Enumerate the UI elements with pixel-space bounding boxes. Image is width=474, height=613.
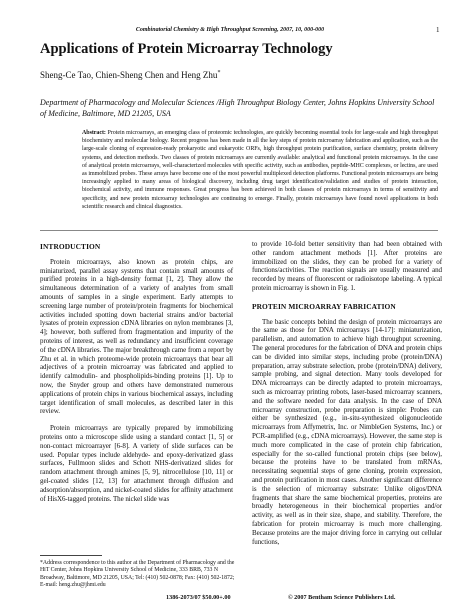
correspondence-footnote: *Address correspondence to this author at the Department of Pharmacology and the HiT Center, Johns Hopkins University School of Medicine, 333 BRB, 733 N Broadway, Baltimore, MD 21205, USA; Tel: (410) 502-0878; Fax: (410) 502-1872; E-mail: heng.zhu@jhmi.edu	[40, 560, 235, 588]
footnote-divider	[40, 555, 102, 556]
section-heading-fabrication: PROTEIN MICROARRAY FABRICATION	[252, 301, 396, 311]
left-column	[40, 243, 233, 503]
affiliation: Department of Pharmacology and Molecular Sciences /High Throughput Biology Center, Johns Hopkins University School of Medicine, Baltimore, MD 21205, USA	[40, 98, 435, 118]
abstract-divider	[40, 230, 438, 231]
right-column	[252, 240, 442, 546]
author-list	[40, 70, 220, 80]
running-head: Combinatorial Chemistry & High Throughput Screening, 2007, 10, 000-000	[135, 27, 325, 33]
copyright-notice: © 2007 Bentham Science Publishers Ltd.	[288, 594, 396, 601]
body-paragraph-continued: to provide 10-fold better sensitivity than had been obtained with other random attachment methods [1]. After proteins are immobilized on the slides, they can be probed for a variety of functions/activities. The reaction signals are usually measured and recorded by means of fluorescent or radioisotope labeling. A typical protein microarray is shown in Fig. 1.	[252, 240, 442, 292]
body-paragraph: Protein microarrays are typically prepared by immobilizing proteins onto a microscope slide using a standard contact [1, 5] or non-contact microarrayer [6-8]. A variety of slide surfaces can be used. Popular types include aldehyde- and epoxy-derivatized glass surfaces, Fullmoon slides and Schott NHS-derivatized slides for random attachment through amines [5, 9], nitrocellulose [10, 11] or gel-coated slides [12, 13] for attachment through diffusion and adsorption/absorption, and nickel-coated slides for affinity attachment of HisX6-tagged proteins. The nickel slide was	[40, 424, 233, 503]
body-paragraph: The basic concepts behind the design of protein microarrays are the same as those for DNA microarrays [14-17]: miniaturization, parallelism, and automation to achieve high throughput screening. The general procedures for the fabrication of DNA and protein chips can be divided into similar steps, including probe (protein/DNA) preparation, array substrate selection, probe (protein/DNA) delivery, sample probing, and signal detection. Many tools developed for DNA microarrays can be directly adapted to protein microarrays, such as microarray printing robots, laser-based microarray scanners, and the software needed for data analysis. In the case of DNA microarray construction, probe preparation is simple: Probes can either be synthesized (e.g., in-situ-synthesized oligonucleotide microarrays from Affymetrix, Inc. or NimbleGen Systems, Inc.) or PCR-amplified (e.g., cDNA microarrays). However, the same step is much more complicated in the case of protein chip fabrication, especially for the so-called functional protein chips (see below), because the proteins have to be translated from mRNAs, necessitating sequential steps of gene cloning, protein expression, and protein purification in most cases. Another significant difference is the selection of microarray substrate: Unlike oligos/DNA fragments that share the same biochemical properties, proteins are broadly heterogeneous in their biochemical properties and/or activity, as well as in their size, shape, and stability. Therefore, the fabrication for protein microarray is much more challenging. Because proteins are the major driving force in carrying out cellular functions,	[252, 317, 442, 546]
issn-code: 1386-2073/07 $50.00+.00	[166, 594, 231, 601]
abstract-label: Abstract:	[82, 130, 106, 136]
corresponding-author-mark: *	[217, 70, 221, 76]
paper-title: Applications of Protein Microarray Technology	[40, 41, 333, 57]
abstract	[82, 129, 438, 211]
authors-text: Sheng-Ce Tao, Chien-Sheng Chen and Heng Zhu	[40, 70, 218, 80]
page-number: 1	[436, 26, 440, 34]
body-paragraph: Protein microarrays, also known as protein chips, are miniaturized, parallel assay systems that contain small amounts of purified proteins in a high-density format [1, 2]. They allow the simultaneous determination of a variety of analytes from small amounts of samples in a single experiment. Early attempts to screening large number of protein/protein fragments for biochemical activities included spotting down bacterial strains and/or bacterial lysates of protein expression cDNA libraries on nylon membranes [3, 4]; however, both suffered from fragmentation and impurity of the proteins of interest, as well as redundancy and insufficient coverage of the cDNA libraries. The major breakthrough came from a report by Zhu et al. in which proteome-wide protein microarrays that bear all adjectives of a protein microarray was fabricated and applied to identify calmodulin- and phospholipids-binding proteins [1]. Up to now, the Snyder group and others have demonstrated numerous applications of protein chips in various biochemical assays, including target identification of small molecules, as described later in this review.	[40, 257, 233, 416]
section-heading-introduction: INTRODUCTION	[40, 242, 101, 251]
abstract-text: Protein microarrays, an emerging class of proteomic technologies, are quickly becoming essential tools for large-scale and high throughput biochemistry and molecular biology. Recent progress has been made in all the key steps of protein microarray fabrication and application, such as the large-scale cloning of expression-ready prokaryotic and eukaryotic ORFs, high throughput protein purification, surface chemistry, protein delivery systems, and detection methods. Two classes of protein microarrays are currently available: analytical and functional protein microarrays. In the case of analytical protein microarrays, well-characterized molecules with specific activity, such as antibodies, peptide-MHC complexes, or lectins, are used as immobilized probes. These arrays have become one of the most powerful multiplexed detection platforms. Functional protein microarrays are being increasingly applied to many areas of biological discovery, including drug target identification/validation and studies of protein interaction, biochemical activity, and immune responses. Great progress has been achieved in both classes of protein microarrays in terms of sensitivity and specificity, and new protein microarray technologies are continuing to emerge. Finally, protein microarrays have found novel applications in both scientific research and clinical diagnostics.	[82, 130, 438, 210]
